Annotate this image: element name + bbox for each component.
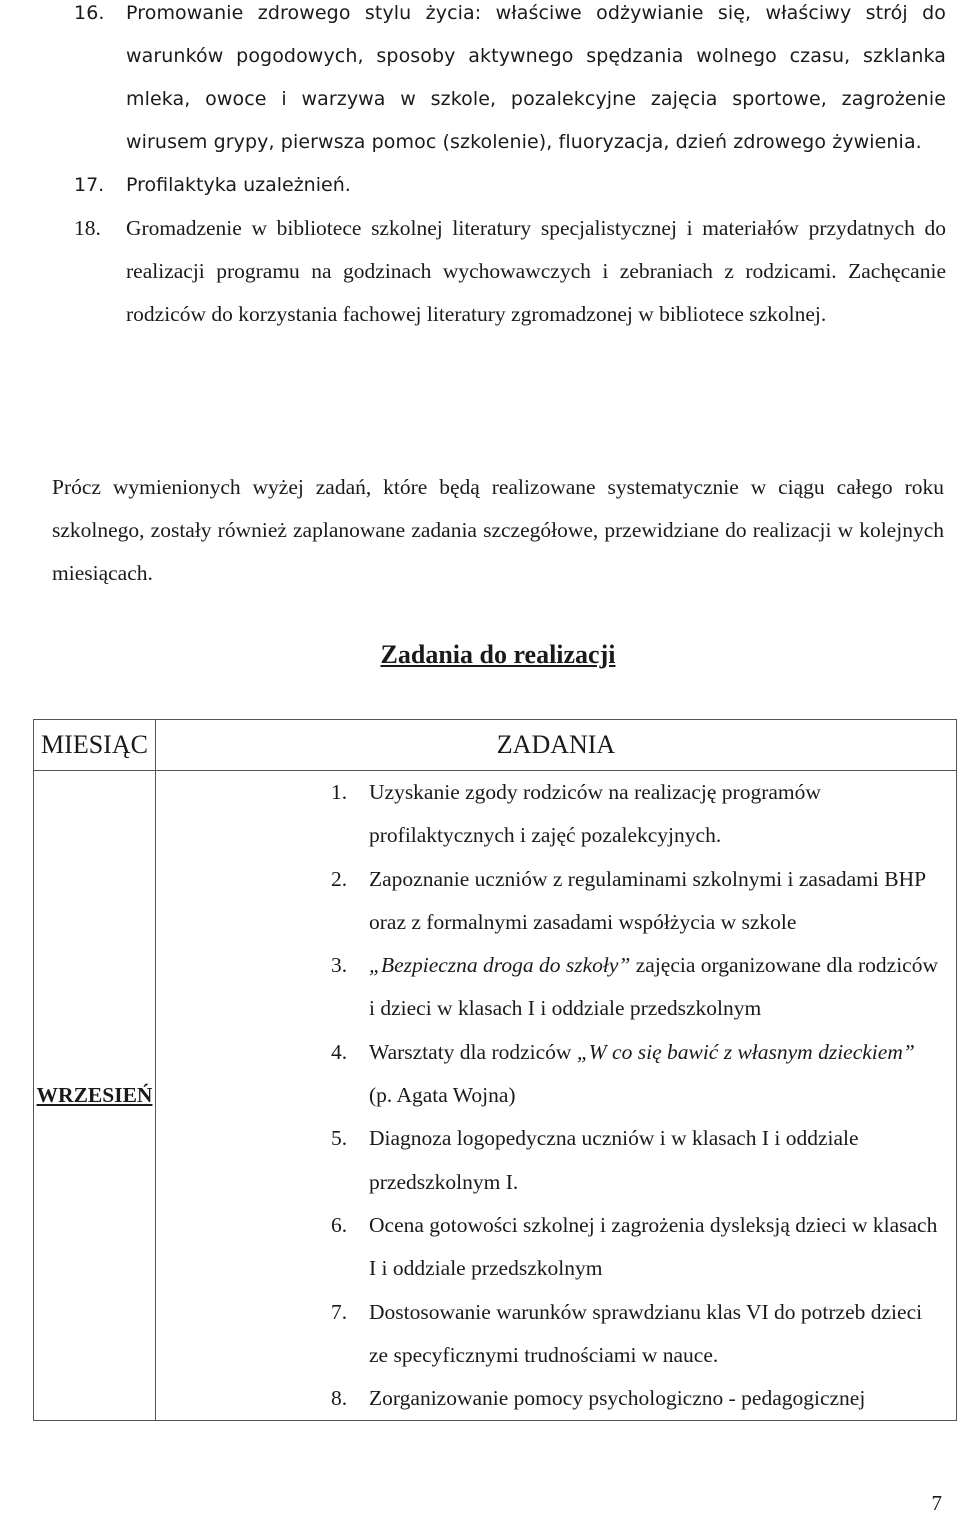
task-title-italic: „W co się bawić z własnym dzieckiem” — [576, 1039, 915, 1064]
task-line: Dostosowanie warunków sprawdzianu klas VI do potrzeb dzieci — [369, 1299, 923, 1324]
task-number: 6. — [331, 1212, 348, 1237]
task-line: oraz z formalnymi zasadami współżycia w szkole — [369, 909, 797, 934]
task-number: 7. — [331, 1299, 348, 1324]
task-item — [156, 771, 956, 858]
tasks-column-header: ZADANIA — [156, 720, 957, 771]
task-line: Uzyskanie zgody rodziców na realizację programów — [369, 780, 821, 804]
task-line: zajęcia organizowane dla rodziców — [630, 953, 938, 978]
list-item-text: Gromadzenie w bibliotece szkolnej literatury specjalistycznej i materiałów przydatnych do realizacji programu na godzinach wychowawczych i zebraniach z rodzicami. Zachęcanie rodziców do korzystania fachowej literatury zgromadzonej w bibliotece szkolnej. — [126, 216, 946, 326]
task-item — [156, 1377, 956, 1420]
list-item — [74, 164, 946, 207]
task-line: Warsztaty dla rodziców — [369, 1039, 577, 1064]
task-line: przedszkolnym I. — [369, 1169, 519, 1194]
task-title-italic: „Bezpieczna droga do szkoły” — [369, 953, 631, 978]
task-number: 4. — [331, 1039, 348, 1064]
intro-numbered-list — [74, 0, 946, 336]
task-line: Diagnoza logopedyczna uczniów i w klasach I i oddziale — [369, 1126, 859, 1151]
month-column-header: MIESIĄC — [34, 720, 156, 771]
table-row — [34, 771, 957, 1421]
page-number: 7 — [931, 1491, 942, 1515]
task-line: ze specyficznymi trudnościami w nauce. — [369, 1342, 719, 1367]
task-line: i dzieci w klasach I i oddziale przedszkolnym — [369, 996, 762, 1021]
list-item — [74, 0, 946, 164]
task-list — [156, 771, 956, 1420]
list-item-number: 16. — [74, 2, 105, 24]
task-item — [156, 1291, 956, 1378]
section-heading: Zadania do realizacji — [380, 640, 616, 669]
task-line: Ocena gotowości szkolnej i zagrożenia dysleksją dzieci w klasach — [369, 1212, 938, 1237]
tasks-table — [33, 719, 957, 1421]
task-line: Zorganizowanie pomocy psychologiczno - pedagogicznej — [369, 1386, 866, 1411]
task-item — [156, 1031, 956, 1118]
task-number: 1. — [331, 780, 348, 804]
task-number: 8. — [331, 1386, 348, 1411]
tasks-cell — [156, 771, 957, 1421]
list-item — [74, 207, 946, 336]
task-item — [156, 944, 956, 1031]
body-paragraph: Prócz wymienionych wyżej zadań, które będą realizowane systematycznie w ciągu całego roku szkolnego, zostały również zaplanowane zadania szczegółowe, przewidziane do realizacji w kolejnych miesiącach. — [52, 475, 944, 585]
task-line: Zapoznanie uczniów z regulaminami szkolnymi i zasadami BHP — [369, 866, 927, 891]
table-header-row — [34, 720, 957, 771]
task-number: 2. — [331, 866, 348, 891]
task-number: 5. — [331, 1126, 348, 1151]
month-cell — [34, 771, 156, 1421]
list-item-number: 17. — [74, 174, 105, 196]
month-name: WRZESIEŃ — [36, 1083, 153, 1108]
list-item-number: 18. — [74, 216, 101, 240]
task-item — [156, 1117, 956, 1204]
task-line: profilaktycznych i zajęć pozalekcyjnych. — [369, 823, 722, 848]
task-number: 3. — [331, 953, 348, 978]
list-item-text: Promowanie zdrowego stylu życia: właściwe odżywianie się, właściwy strój do warunków pogodowych, sposoby aktywnego spędzania wolnego czasu, szklanka mleka, owoce i warzywa w szkole, pozalekcyjne zajęcia sportowe, zagrożenie wirusem grypy, pierwsza pomoc (szkolenie), fluoryzacja, dzień zdrowego żywienia. — [126, 2, 946, 153]
task-line: I i oddziale przedszkolnym — [369, 1256, 603, 1281]
task-item — [156, 858, 956, 945]
task-item — [156, 1204, 956, 1291]
task-line: (p. Agata Wojna) — [369, 1083, 516, 1108]
list-item-text: Profilaktyka uzależnień. — [126, 174, 351, 196]
